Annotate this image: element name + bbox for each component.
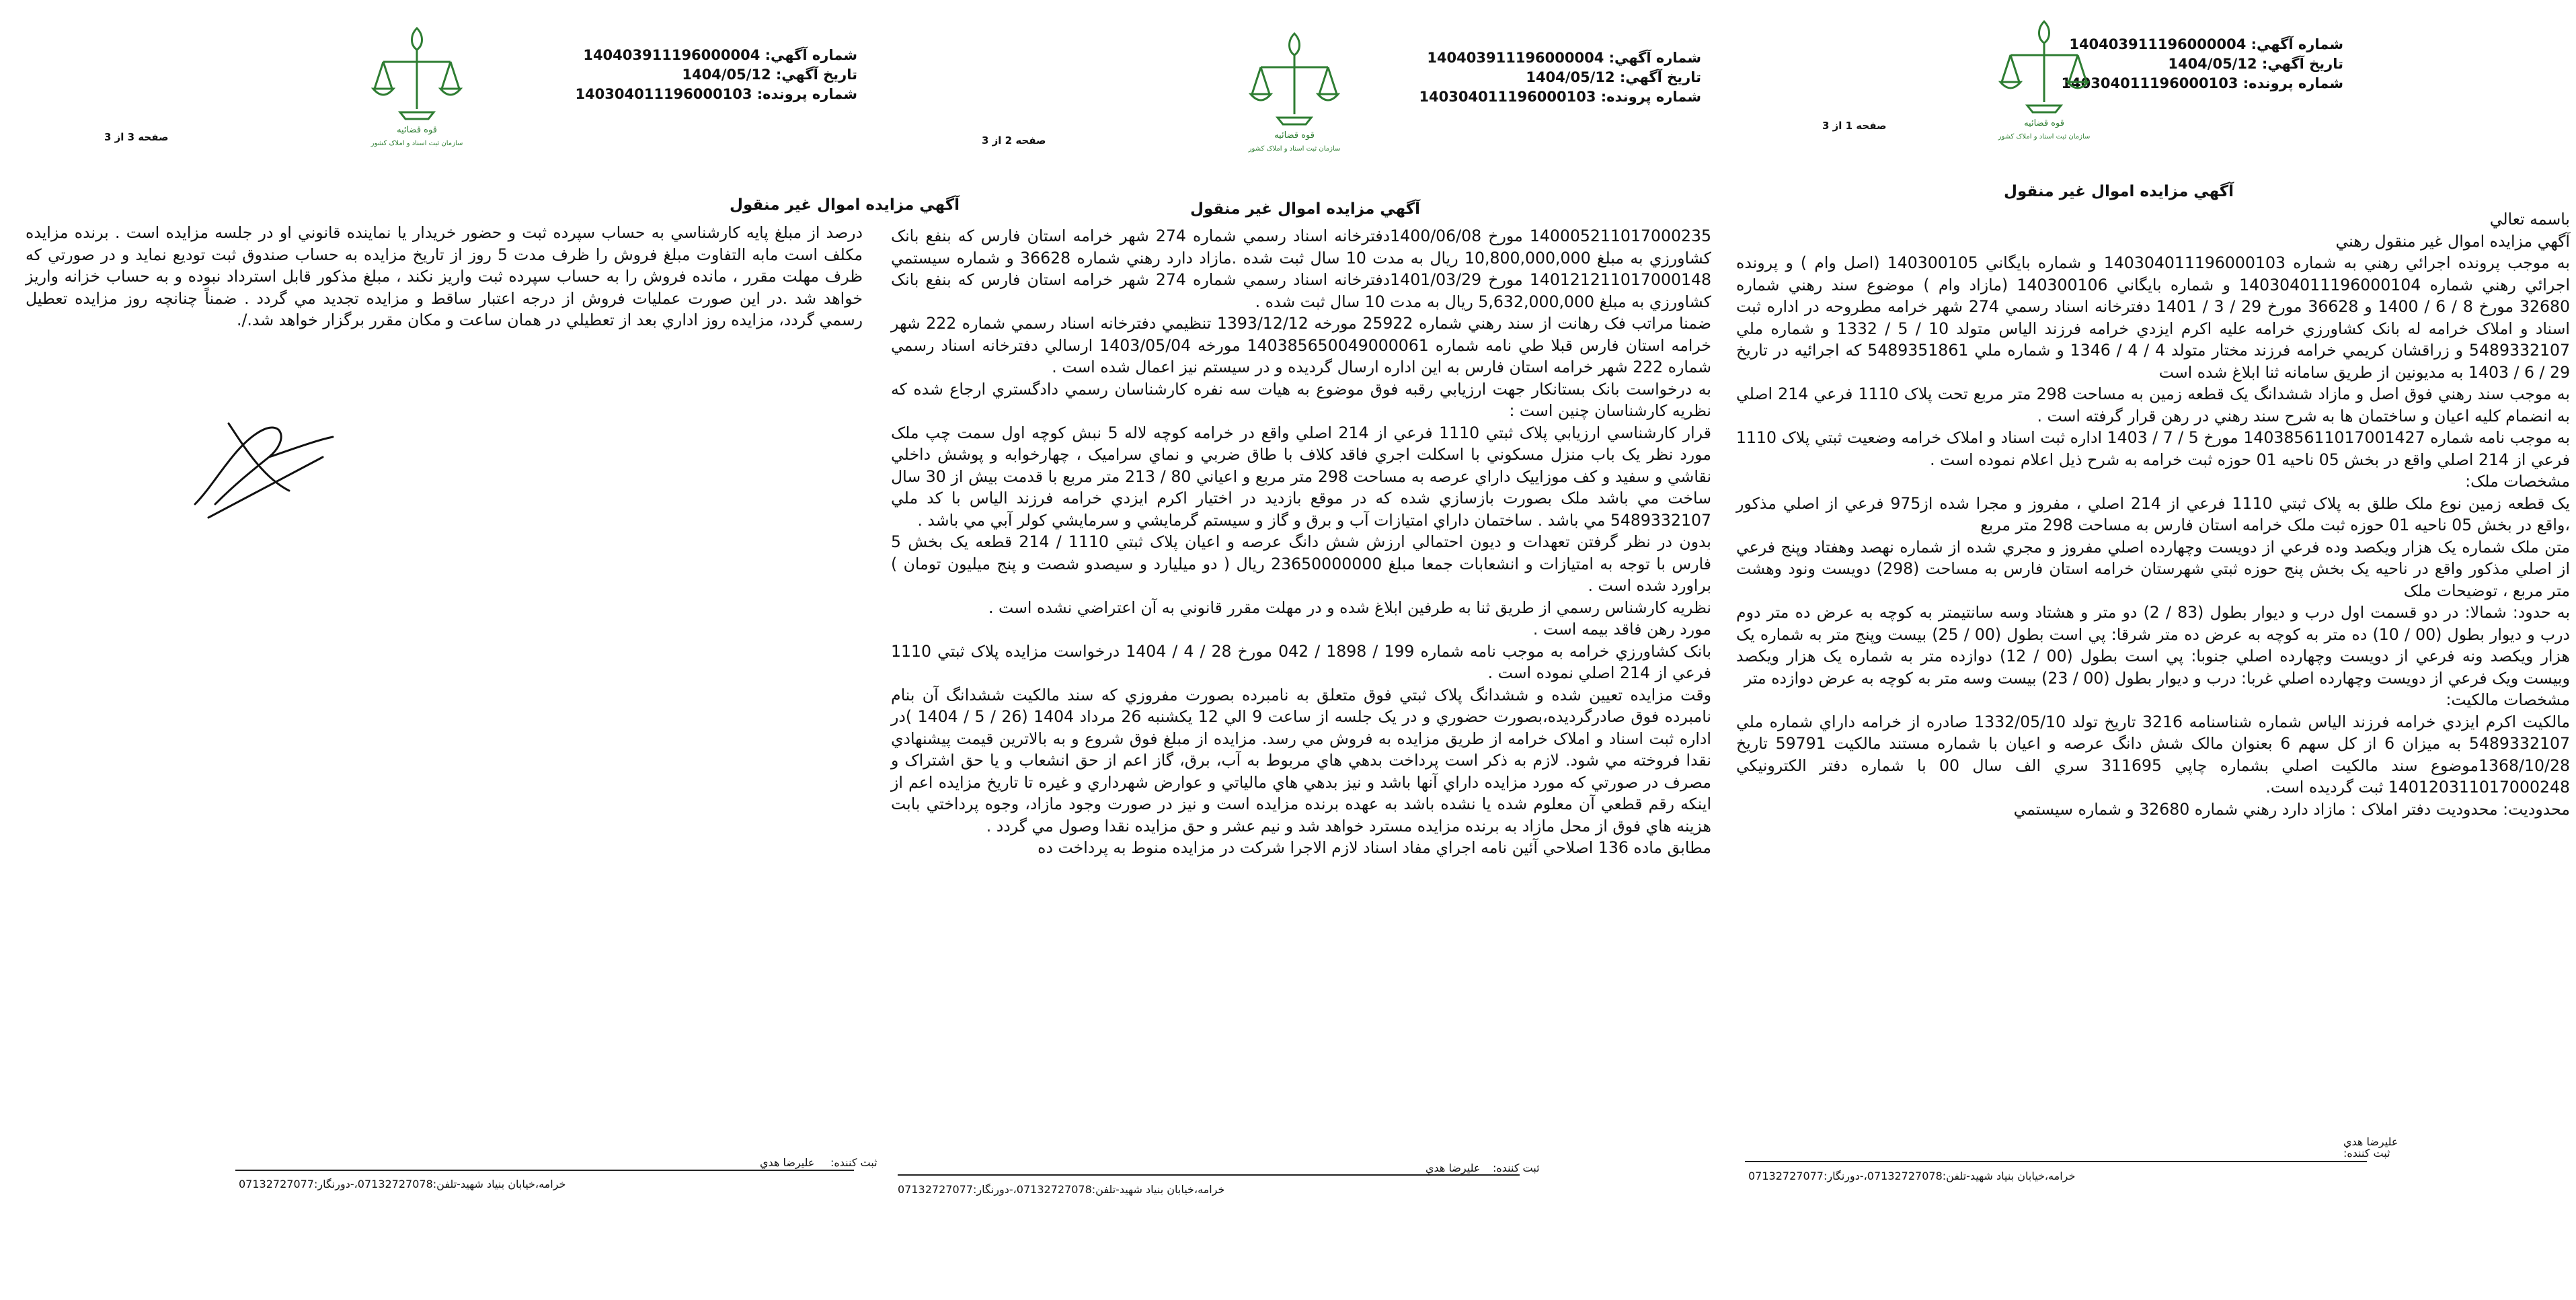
p2-paragraph: 140005211017000235 مورخ 1400/06/08دفترخانه اسناد رسمي شماره 274 شهر خرامه استان فارس که بنفع بانک کشاورزي به مبلغ 10,800,000,000 ريال به مدت 10 سال ثبت شده .مازاد دارد رهني شماره 36628 و شماره سيستمي 140121211017000148 مورخ 1401/03/29دفترخانه اسناد رسمي شماره 274 شهر خرامه استان فارس که بنفع بانک کشاورزي به مبلغ 5,632,000,000 ريال به مدت 10 سال ثبت شده . <box>891 227 1712 311</box>
recorder-name: عليرضا هدي <box>760 1156 815 1169</box>
p2-body-text <box>891 225 1711 859</box>
header-meta <box>575 46 857 104</box>
p3-body-text <box>26 222 863 331</box>
p2-paragraph: نظريه کارشناس رسمي از طريق ثنا به طرفين ابلاغ شده و در مهلت مقرر قانوني به آن اعتراضي نشده است . <box>988 598 1711 617</box>
scales-emblem-icon <box>1244 20 1345 155</box>
p1-paragraph: باسمه تعالي <box>2489 210 2570 229</box>
p1-paragraph: متن ملک شماره يک هزار ويکصد وده فرعي از دويست وچهارده اصلي مفروز و مجري شده از شماره نهصد وهفتاد وپنج فرعي از اصلي مذکور واقع در ناحيه يک بخش پنج حوزه ثبتي شهرستان خرامه استان فارس به مساحت (298) دويست ونود وهشت متر مربع ، توضيحات ملک <box>1736 537 2571 600</box>
svg-text:سازمان ثبت اسناد و املاک کشور: سازمان ثبت اسناد و املاک کشور <box>370 140 463 147</box>
page-number: صفحه 2 از 3 <box>982 134 1046 147</box>
p2-paragraph: قرار کارشناسي ارزيابي پلاک ثبتي 1110 فرعي از 214 اصلي واقع در خرامه کوچه لاله 5 نبش کوچه اول سمت چپ ملک مورد نظر يک باب منزل مسکوني با اسکلت اجري فاقد کلاف با طاق ضربي و نماي سراميک ، چهارخوابه و پوشش داخلي نقاشي و سفيد و کف موزاييک داراي عرصه به مساحت 298 متر مربع و اعياني 80 / 213 متر مربع با قدمت بيش از 30 سال ساخت مي باشد ملک بصورت بازسازي شده که در موقع بازديد در اختيار اکرم ايزدي خرامه فرزند الياس با کد ملي 5489332107 مي باشد . ساختمان داراي امتيازات آب و برق و گاز و سيستم گرمايشي و سرمايشي کولر آبي مي باشد . <box>891 423 1712 530</box>
ad-date-line <box>1432 68 1701 87</box>
p1-paragraph: يک قطعه زمين نوع ملک طلق به پلاک ثبتي 1110 فرعي از 214 اصلي ، مفروز و مجرا شده از975 فرعي از اصلي مذکور ،واقع در بخش 05 ناحيه 01 حوزه ثبت ملک خرامه استان فارس به مساحت 298 متر مربع <box>1736 493 2570 534</box>
footer-divider <box>1745 1161 2367 1162</box>
svg-text:قوه قضائيه: قوه قضائيه <box>397 125 437 135</box>
page-1 <box>1721 0 2576 1300</box>
ad-number-label: شماره آگهي: <box>2251 36 2343 52</box>
file-number: 140304011196000103 <box>2061 75 2238 91</box>
p2-paragraph: به درخواست بانک بستانکار جهت ارزيابي رقبه فوق موضوع به هيات سه نفره کارشناسان رسمي دادگستري ارجاع شده که نظريه کارشناسان چنين است : <box>891 379 1711 420</box>
ad-date-label: تاريخ آگهي: <box>2261 56 2343 72</box>
page-number: صفحه 3 از 3 <box>104 131 169 143</box>
recorder-label: ثبت کننده: <box>2343 1147 2390 1160</box>
p2-paragraph: مورد رهن فاقد بيمه است . <box>1532 620 1711 639</box>
file-number-label: شماره پرونده: <box>2242 75 2343 91</box>
recorder-line <box>2343 1147 2390 1160</box>
ad-number: 140403911196000004 <box>1427 50 1604 66</box>
p1-paragraph: به موجب پرونده اجرائي رهني به شماره 140304011196000103 و شماره بايگاني 140300105 (اصل وام ) و پرونده اجرائي رهني شماره 140304011196000104 و شماره بايگاني 140300106 (مازاد وام ) موضوع سند رهني شماره 32680 مورخ 8 / 6 / 1400 و 36628 مورخ 29 / 3 / 1401 دفترخانه اسناد رسمي 274 شهر خرامه مطروحه در اداره ثبت اسناد و املاک خرامه له بانک کشاورزي خرامه عليه اکرم ايزدي خرامه فرزند الياس متولد 10 / 5 / 1332 و شماره ملي 5489332107 و زراقشان کريمي خرامه فرزند مختار متولد 4 / 4 / 1346 و شماره ملي 5489351861 که اجرائيه در تاريخ 29 / 6 / 1403 به مديونين از طريق سامانه ثنا ابلاغ شده است <box>1736 253 2571 382</box>
p2-paragraph: مطابق ماده 136 اصلاحي آئين نامه اجراي مفاد اسناد لازم الاجرا شرکت در مزايده منوط به پرداخت ده <box>1038 838 1711 857</box>
p1-paragraph: به موجب نامه شماره 140385611017001427 مورخ 5 / 7 / 1403 اداره ثبت اسناد و املاک خرامه وضعيت ثبتي پلاک 1110 فرعي از 214 اصلي واقع در بخش 05 ناحيه 01 حوزه ثبت خرامه به شرح ذيل اعلام نموده است . <box>1736 428 2571 469</box>
file-number-label: شماره پرونده: <box>756 86 857 102</box>
recorder-name: عليرضا هدي <box>1426 1162 1481 1174</box>
p1-paragraph: مشخصات ملک: <box>2465 472 2570 491</box>
p2-paragraph: ضمنا مراتب فک رهانت از سند رهني شماره 25922 مورخه 1393/12/12 تنظيمي دفترخانه اسناد رسمي شماره 222 شهر خرامه استان فارس قبلا طي نامه شماره 140385650049000061 مورخه 1403/05/04 ارسالي دفترخانه اسناد رسمي شماره 222 شهر خرامه استان فارس به اين اداره ارسال گرديده و در سيستم نيز اعمال شده است . <box>891 314 1711 376</box>
svg-text:قوه قضائيه: قوه قضائيه <box>2024 118 2064 128</box>
page-title: آگهي مزايده اموال غير منقول <box>2004 183 2234 200</box>
svg-text:سازمان ثبت اسناد و املاک کشور: سازمان ثبت اسناد و املاک کشور <box>1998 133 2091 140</box>
p2-paragraph: وقت مزايده تعيين شده و ششدانگ پلاک ثبتي فوق متعلق به نامبرده بصورت مفروزي که سند مالکيت ششدانگ آن بنام نامبرده فوق صادرگرديده،بصورت حضوري و در يک جلسه از ساعت 9 الي 12 يکشنبه 26 مرداد 1404 (26 / 5 / 1404 )در اداره ثبت اسناد و املاک خرامه از طريق مزايده به فروش مي رسد. مزايده از مبلغ فوق شروع و به بالاترين قيمت پيشنهادي نقدا فروخته مي شود. لازم به ذکر است پرداخت بدهي هاي مربوط به آب، برق، گاز اعم از حق انشعاب و يا حق اشتراک و مصرف در صورتي که مورد مزايده داراي آنها باشد و نيز بدهي هاي مالياتي و عوارض شهرداري و غيره تا تاريخ مزايده اعم از اينکه رقم قطعي آن معلوم شده يا نشده باشد به عهده برنده مزايده است و نيز در صورت وجود مازاد، وجوه پرداختي بابت هزينه هاي فوق از محل مازاد به برنده مزايده مسترد خواهد شد و نيم عشر و حق مزايده نقدا وصول مي گردد . <box>891 685 1711 836</box>
ad-date-label: تاريخ آگهي: <box>775 67 857 83</box>
recorder-line <box>830 1156 877 1169</box>
recorder-line <box>1493 1162 1540 1174</box>
ad-date-label: تاريخ آگهي: <box>1619 69 1701 85</box>
file-number: 140304011196000103 <box>575 86 752 102</box>
ad-date-line <box>2081 54 2343 74</box>
ad-date-line <box>595 65 857 85</box>
file-number-label: شماره پرونده: <box>1600 89 1701 105</box>
footer-address: خرامه،خيابان بنياد شهيد-تلفن:07132727078،-دورنگار:07132727077 <box>898 1183 1225 1196</box>
ad-number-line <box>583 46 857 65</box>
ad-number-line <box>1427 48 1701 68</box>
p1-paragraph: به موجب سند رهني فوق اصل و مازاد ششدانگ يک قطعه زمين به مساحت 298 متر مربع تحت پلاک 1110 فرعي 214 اصلي به انضمام کليه اعيان و ساختمان ها به شرح سند رهني در رهن قرار گرفته است . <box>1736 384 2570 425</box>
page-2 <box>867 0 1721 1300</box>
p1-paragraph: آگهي مزايده اموال غير منقول رهني <box>2335 231 2570 251</box>
footer-divider <box>235 1170 854 1171</box>
ad-number-label: شماره آگهي: <box>765 47 857 63</box>
svg-text:قوه قضائيه: قوه قضائيه <box>1274 130 1315 140</box>
p1-paragraph: مشخصات مالکيت: <box>2446 690 2570 709</box>
page-title: آگهي مزايده اموال غير منقول <box>730 196 960 214</box>
svg-text:سازمان ثبت اسناد و املاک کشور: سازمان ثبت اسناد و املاک کشور <box>1248 145 1341 153</box>
file-number-line <box>575 85 857 104</box>
p1-body-text <box>1736 208 2570 820</box>
p2-paragraph: بدون در نظر گرفتن تعهدات و ديون احتمالي ارزش شش دانگ عرصه و اعيان پلاک ثبتي 1110 / 214 قطعه يک بخش 5 فارس با توجه به امتيازات و انشعابات جمعا مبلغ 23650000000 ريال ( دو ميليارد و سيصدو شصت و پنج ميليون تومان ) براورد شده است . <box>891 532 1711 595</box>
p1-paragraph: مالکيت اکرم ايزدي خرامه فرزند الياس شماره شناسنامه 3216 تاريخ تولد 1332/05/10 صادره از خرامه داراي شماره ملي 5489332107 به ميزان 6 از کل سهم 6 بعنوان مالک شش دانگ عرصه و اعيان با شماره مستند مالکيت 59791 تاريخ 1368/10/28موضوع سند مالکيت اصلي بشماره چاپي 311695 سري الف سال 00 با شماره دفتر الکترونيکي 140120311017000248 ثبت گرديده است. <box>1736 712 2571 797</box>
ad-number: 140403911196000004 <box>2069 36 2247 52</box>
footer-address: خرامه،خيابان بنياد شهيد-تلفن:07132727078،-دورنگار:07132727077 <box>1748 1170 2076 1182</box>
footer-divider <box>898 1174 1520 1176</box>
recorder-name: عليرضا هدي <box>2343 1135 2398 1148</box>
file-number-line <box>1419 87 1701 107</box>
ad-number-label: شماره آگهي: <box>1608 50 1701 66</box>
signature <box>188 403 343 534</box>
ad-date: 1404/05/12 <box>2168 56 2257 72</box>
footer-address: خرامه،خيابان بنياد شهيد-تلفن:07132727078،-دورنگار:07132727077 <box>239 1178 566 1190</box>
p1-paragraph: محدوديت: محدوديت دفتر املاک : مازاد دارد رهني شماره 32680 و شماره سيستمي <box>2013 799 2570 819</box>
p3-paragraph: درصد از مبلغ پايه کارشناسي به حساب سپرده ثبت و حضور خريدار يا نماينده قانوني او در جلسه مزايده است . برنده مزايده مکلف است مابه التفاوت مبلغ فروش را ظرف مدت 5 روز از تاريخ مزايده به حساب صندوق ثبت توديع نمايد و در صورتي که ظرف مهلت مقرر ، مانده فروش را به حساب سپرده ثبت واريز نکند ، مبلغ مذکور قابل استرداد نبوده و به حساب خزانه واريز خواهد شد .در اين صورت عمليات فروش از درجه اعتبار ساقط و مزايده تجديد مي گردد . ضمناً چنانچه روز مزايده تعطيل رسمي گردد، مزايده روز اداري بعد از تعطيلي در همان ساعت و مكان مقرر برگزار خواهد شد./. <box>26 223 863 329</box>
ad-number-line <box>2069 35 2343 54</box>
file-number: 140304011196000103 <box>1419 89 1596 105</box>
judiciary-logo <box>366 15 467 149</box>
page-title: آگهي مزايده اموال غير منقول <box>1190 200 1421 218</box>
p1-paragraph: به حدود: شمالا: در دو قسمت اول درب و ديوار بطول (83 / 2) دو متر و هشتاد وسه سانتيمتر به کوچه به عرض ده متر دوم درب و ديوار بطول (00 / 10) ده متر به کوچه به عرض ده متر شرقا: پي است بطول (00 / 25) بيست وپنج متر به شماره يک هزار ويکصد ونه فرعي از دويست وچهارده اصلي جنوبا: پي است بطول (00 / 12) دوازده متر به شماره يک هزار ويکصد وبيست ويک فرعي از دويست وچهارده اصلي غربا: درب و ديوار بطول (00 / 23) بيست وسه متر به کوچه به عرض دوازده متر <box>1736 603 2571 688</box>
judiciary-logo <box>1244 20 1345 155</box>
page-3 <box>0 0 960 1300</box>
signature-icon <box>188 403 343 531</box>
header-meta <box>2061 35 2343 93</box>
page-number: صفحه 1 از 3 <box>1822 120 1887 132</box>
p2-paragraph: بانک کشاورزي خرامه به موجب نامه شماره 199 / 1898 / 042 مورخ 28 / 4 / 1404 درخواست مزايده پلاک ثبتي 1110 فرعي از 214 اصلي نموده است . <box>891 641 1712 682</box>
judiciary-logo <box>1994 8 2095 143</box>
ad-date: 1404/05/12 <box>682 67 771 83</box>
recorder-label: ثبت کننده: <box>1493 1162 1540 1174</box>
ad-number: 140403911196000004 <box>583 47 760 63</box>
ad-date: 1404/05/12 <box>1526 69 1615 85</box>
header-meta <box>1419 48 1701 107</box>
recorder-label: ثبت کننده: <box>830 1156 877 1169</box>
scales-emblem-icon <box>1994 8 2095 143</box>
file-number-line <box>2061 74 2343 93</box>
scales-emblem-icon <box>366 15 467 149</box>
